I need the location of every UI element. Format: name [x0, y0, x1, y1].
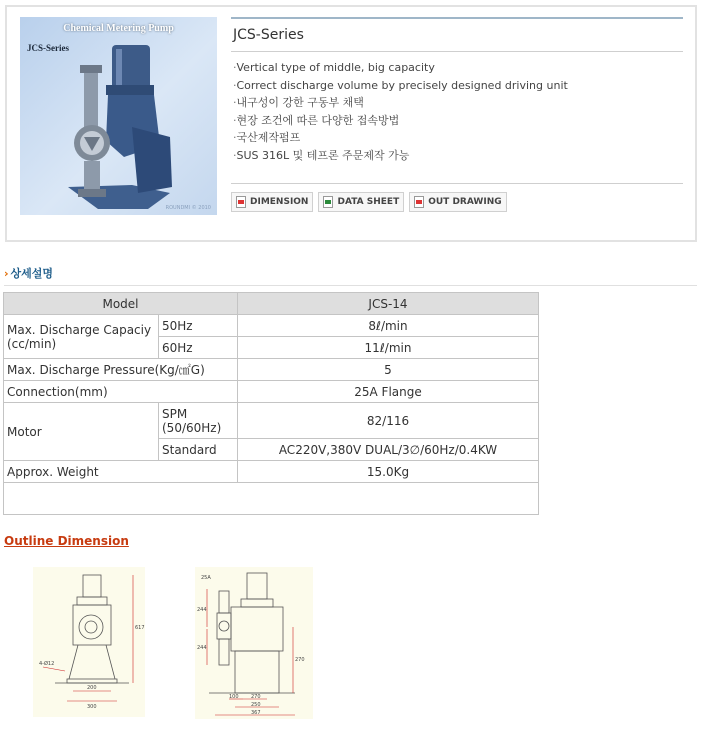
- pdf-icon: [414, 196, 424, 208]
- table-row-empty: [4, 483, 539, 515]
- weight-value: 15.0Kg: [238, 461, 539, 483]
- connection-value: 25A Flange: [238, 381, 539, 403]
- out-drawing-button-label: OUT DRAWING: [428, 197, 502, 207]
- dim-label: 270: [251, 694, 261, 700]
- weight-label: Approx. Weight: [4, 461, 238, 483]
- pressure-value: 5: [238, 359, 539, 381]
- side-drawing-svg: [195, 567, 313, 719]
- dim-label: 25A: [201, 575, 211, 581]
- pressure-label: Max. Discharge Pressure(Kg/㎠G): [4, 359, 238, 381]
- divider: [4, 285, 697, 286]
- dim-label: 244: [197, 607, 207, 613]
- feature-item: · Correct discharge volume by precisely designed driving unit: [233, 77, 683, 95]
- dim-label: 4-Ø12: [39, 661, 55, 667]
- feature-item: · 내구성이 강한 구동부 채택: [233, 94, 683, 112]
- motor-standard-value: AC220V,380V DUAL/3∅/60Hz/0.4KW: [238, 439, 539, 461]
- dimension-button-label: DIMENSION: [250, 197, 309, 207]
- detail-heading: [4, 265, 53, 281]
- dim-label: 300: [87, 704, 97, 710]
- capacity-60hz-value: 11ℓ/min: [238, 337, 539, 359]
- empty-cell: [4, 483, 539, 515]
- dim-label: 100: [229, 694, 239, 700]
- dim-label: 200: [87, 685, 97, 691]
- product-info: [231, 17, 683, 164]
- pdf-icon: [236, 196, 246, 208]
- product-photo-credit: ROUNDMI © 2010: [165, 205, 211, 211]
- spec-table: [3, 292, 539, 515]
- table-header-row: [4, 293, 539, 315]
- feature-item: · SUS 316L 및 테프론 주문제작 가능: [233, 147, 683, 165]
- motor-standard-label: Standard: [159, 439, 238, 461]
- out-drawing-button[interactable]: [409, 192, 506, 212]
- connection-label: Connection(mm): [4, 381, 238, 403]
- motor-label: Motor: [4, 403, 159, 461]
- dim-label: 367: [251, 710, 261, 716]
- dim-label: 244: [197, 645, 207, 651]
- feature-list: [231, 52, 683, 164]
- feature-item: · 현장 조건에 따른 다양한 접속방법: [233, 112, 683, 130]
- feature-item: · Vertical type of middle, big capacity: [233, 59, 683, 77]
- product-photo-banner: Chemical Metering Pump: [63, 23, 174, 34]
- side-outline-drawing: [195, 567, 313, 719]
- product-summary-box: [5, 5, 697, 242]
- feature-item: · 국산제작펌프: [233, 129, 683, 147]
- capacity-label: Max. Discharge Capaciy (cc/min): [4, 315, 159, 359]
- table-row: [4, 359, 539, 381]
- product-title: JCS-Series: [231, 19, 683, 52]
- model-value-header: JCS-14: [238, 293, 539, 315]
- capacity-50hz-label: 50Hz: [159, 315, 238, 337]
- data-sheet-button-label: DATA SHEET: [337, 197, 400, 207]
- product-photo-series-label: JCS-Series: [27, 43, 69, 53]
- product-photo: [20, 17, 217, 215]
- dim-label: 617: [135, 625, 145, 631]
- capacity-50hz-value: 8ℓ/min: [238, 315, 539, 337]
- data-sheet-button[interactable]: [318, 192, 404, 212]
- capacity-60hz-label: 60Hz: [159, 337, 238, 359]
- motor-spm-label: SPM (50/60Hz): [159, 403, 238, 439]
- front-drawing-svg: [33, 567, 145, 717]
- table-row: [4, 403, 539, 439]
- pump-illustration: [20, 17, 217, 215]
- model-header: Model: [4, 293, 238, 315]
- dim-label: 250: [251, 702, 261, 708]
- detail-heading-label: 상세설명: [10, 267, 54, 280]
- front-outline-drawing: [33, 567, 145, 717]
- dim-label: 270: [295, 657, 305, 663]
- table-row: [4, 315, 539, 337]
- outline-dimension-link[interactable]: Outline Dimension: [4, 534, 129, 548]
- motor-spm-value: 82/116: [238, 403, 539, 439]
- spreadsheet-icon: [323, 196, 333, 208]
- table-row: [4, 461, 539, 483]
- dimension-button[interactable]: [231, 192, 313, 212]
- table-row: [4, 381, 539, 403]
- chevron-right-icon: ›: [4, 267, 9, 280]
- document-button-row: [231, 183, 683, 212]
